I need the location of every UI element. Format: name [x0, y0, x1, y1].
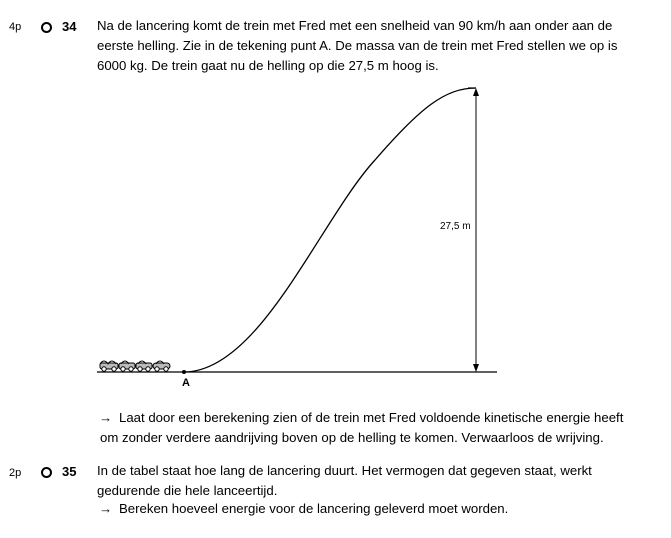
q35-checkbox-circle[interactable]	[41, 467, 52, 478]
q35-points: 2p	[9, 467, 22, 479]
q35-text-line: gedurende die hele lanceertijd.	[97, 483, 278, 498]
q34-number: 34	[62, 19, 77, 34]
q35-number: 35	[62, 464, 77, 479]
height-arrow-head-bottom	[473, 364, 479, 372]
q35-task-arrow: →	[99, 501, 113, 516]
point-a-dot	[182, 370, 186, 374]
q35-text	[97, 461, 592, 501]
point-a-label: A	[182, 377, 190, 389]
q34-text-line: 6000 kg. De trein gaat nu de helling op die 27,5 m hoog is.	[97, 58, 439, 73]
slope-curve	[184, 88, 476, 372]
height-arrow-head-top	[473, 88, 479, 96]
height-label: 27,5 m	[440, 221, 471, 232]
q34-text-line: Na de lancering komt de trein met Fred met een snelheid van 90 km/h aan onder aan de	[97, 18, 613, 33]
q34-task	[119, 408, 623, 428]
q34-task-line: om zonder verdere aandrijving boven op de helling te komen. Verwaarloos de wrijving.	[100, 430, 604, 445]
q34-task-cont	[100, 428, 604, 448]
q35-task	[119, 499, 508, 519]
q35-text-line: In de tabel staat hoe lang de lancering duurt. Het vermogen dat gegeven staat, werkt	[97, 463, 592, 478]
q34-points: 4p	[9, 21, 22, 33]
q34-text-line: eerste helling. Zie in de tekening punt A. De massa van de trein met Fred stellen we op is	[97, 38, 618, 53]
q34-task-arrow: →	[99, 410, 113, 425]
q35-task-line: Bereken hoeveel energie voor de lancering geleverd moet worden.	[119, 501, 509, 516]
train-icon	[100, 361, 170, 371]
q34-task-line: Laat door een berekening zien of de trein met Fred voldoende kinetische energie heeft	[119, 410, 624, 425]
